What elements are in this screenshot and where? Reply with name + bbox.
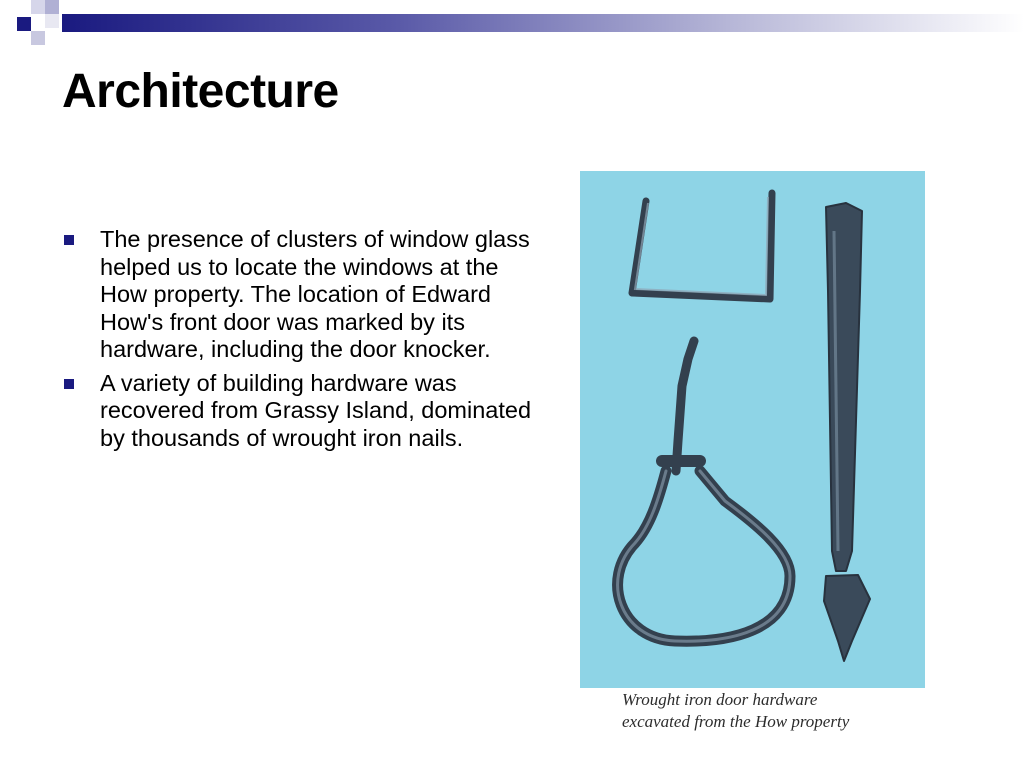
photo-caption (580, 688, 925, 740)
wrought-iron-hardware-illustration (580, 171, 925, 688)
bullet-item (62, 370, 532, 453)
decor-square (31, 0, 45, 14)
slide-title: Architecture (62, 65, 339, 118)
bullet-text: The presence of clusters of window glass helped us to locate the windows at the How property. The location of Edward How's front door was marked by its hardware, including the door knocker. (100, 226, 530, 362)
square-bullet-icon (64, 379, 74, 389)
square-bullet-icon (64, 235, 74, 245)
header-gradient-band (62, 14, 1024, 32)
decor-square (45, 14, 59, 28)
decor-square (17, 17, 31, 31)
decor-square (31, 31, 45, 45)
bullet-list (62, 226, 532, 458)
u-bracket-icon (632, 193, 772, 299)
bullet-item (62, 226, 532, 364)
bullet-text: A variety of building hardware was recovered from Grassy Island, dominated by thousands of wrought iron nails. (100, 369, 532, 451)
iron-spike-icon (824, 203, 870, 661)
door-knocker-icon (618, 341, 790, 641)
decor-square (45, 0, 59, 14)
caption-line: excavated from the How property (622, 712, 850, 731)
hardware-photo (580, 171, 925, 688)
caption-line: Wrought iron door hardware (622, 690, 818, 709)
